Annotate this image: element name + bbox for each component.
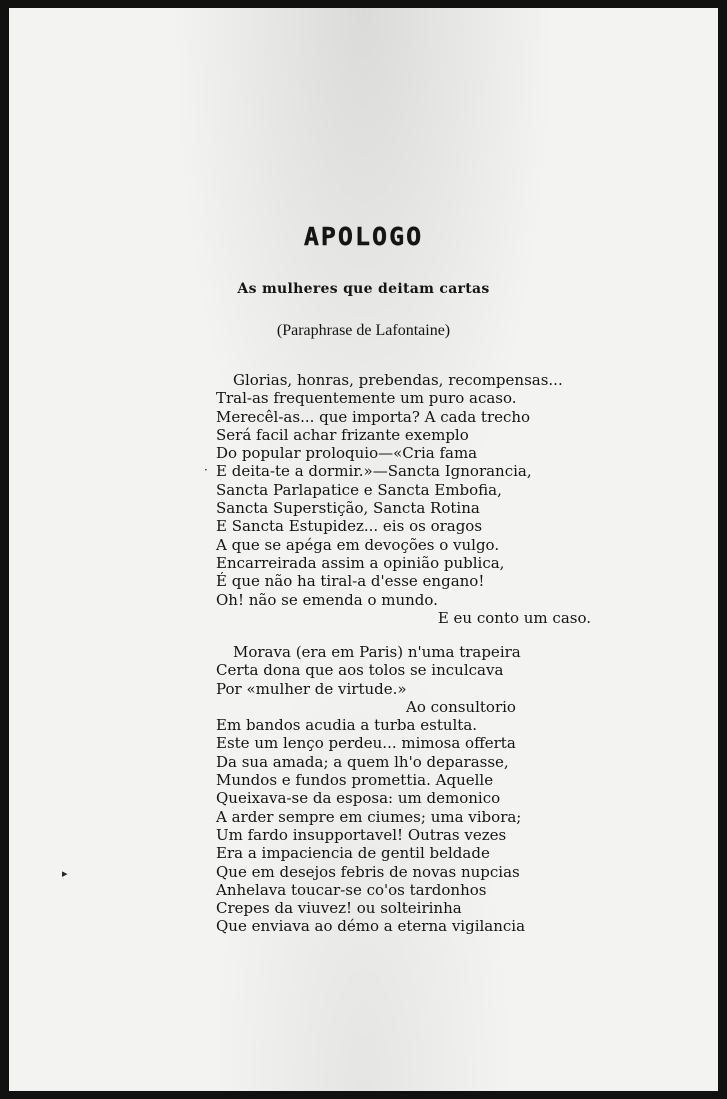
verse-line: Certa dona que aos tolos se inculcava <box>216 661 504 680</box>
stanza-2 <box>216 643 601 936</box>
verse-line: Queixava-se da esposa: um demonico <box>216 789 501 808</box>
verse-line: Crepes da viuvez! ou solteirinha <box>216 899 462 918</box>
verse-line: Em bandos acudia a turba estulta. <box>216 716 478 735</box>
poem-title: APOLOGO <box>303 222 424 251</box>
paraphrase-note: (Paraphrase de Lafontaine) <box>276 322 451 339</box>
verse-line: Encarreirada assim a opinião publica, <box>216 553 505 572</box>
book-page <box>9 8 718 1091</box>
ink-speck: · <box>204 463 208 477</box>
verse-line: Do popular proloquio—«Cria fama <box>216 444 478 463</box>
verse-line: Será facil achar frizante exemplo <box>216 425 469 444</box>
verse-line: Anhelava toucar-se co'os tardonhos <box>216 880 487 899</box>
verse-line: A arder sempre em ciumes; uma vibora; <box>216 807 522 826</box>
verse-line: Sancta Parlapatice e Sancta Embofia, <box>216 480 502 499</box>
verse-line: Este um lenço perdeu... mimosa offerta <box>216 734 516 753</box>
verse-line: Ao consultorio <box>406 697 516 716</box>
verse-line: A que se apéga em devoções o vulgo. <box>216 535 500 554</box>
verse-line: Da sua amada; a quem lh'o deparasse, <box>216 752 509 771</box>
verse-line: Tral-as frequentemente um puro acaso. <box>216 389 517 408</box>
verse-line: Um fardo insupportavel! Outras vezes <box>216 825 507 844</box>
poem-subtitle: As mulheres que deitam cartas <box>237 281 490 297</box>
verse-line: Morava (era em Paris) n'uma trapeira <box>233 643 521 661</box>
verse-line: E Sancta Estupidez... eis os oragos <box>216 517 483 536</box>
verse-line: Que enviava ao démo a eterna vigilancia <box>216 917 526 936</box>
verse-line: Merecêl-as... que importa? A cada trecho <box>216 407 531 426</box>
verse-line: Glorias, honras, prebendas, recompensas... <box>233 371 563 389</box>
verse-line: Que em desejos febris de novas nupcias <box>216 862 520 881</box>
ink-speck: ▸ <box>62 867 68 880</box>
verse-line: Mundos e fundos promettia. Aquelle <box>216 771 494 790</box>
verse-line: E deita-te a dormir.»—Sancta Ignorancia, <box>216 462 532 481</box>
verse-line: Sancta Superstição, Sancta Rotina <box>216 499 480 518</box>
verse-line: Oh! não se emenda o mundo. <box>216 590 438 609</box>
verse-line: E eu conto um caso. <box>437 608 591 627</box>
verse-line: É que não ha tiral-a d'esse engano! <box>216 572 485 591</box>
verse-line: Era a impaciencia de gentil beldade <box>216 844 490 863</box>
verse-line: Por «mulher de virtude.» <box>216 679 407 698</box>
stanza-1 <box>216 371 601 627</box>
